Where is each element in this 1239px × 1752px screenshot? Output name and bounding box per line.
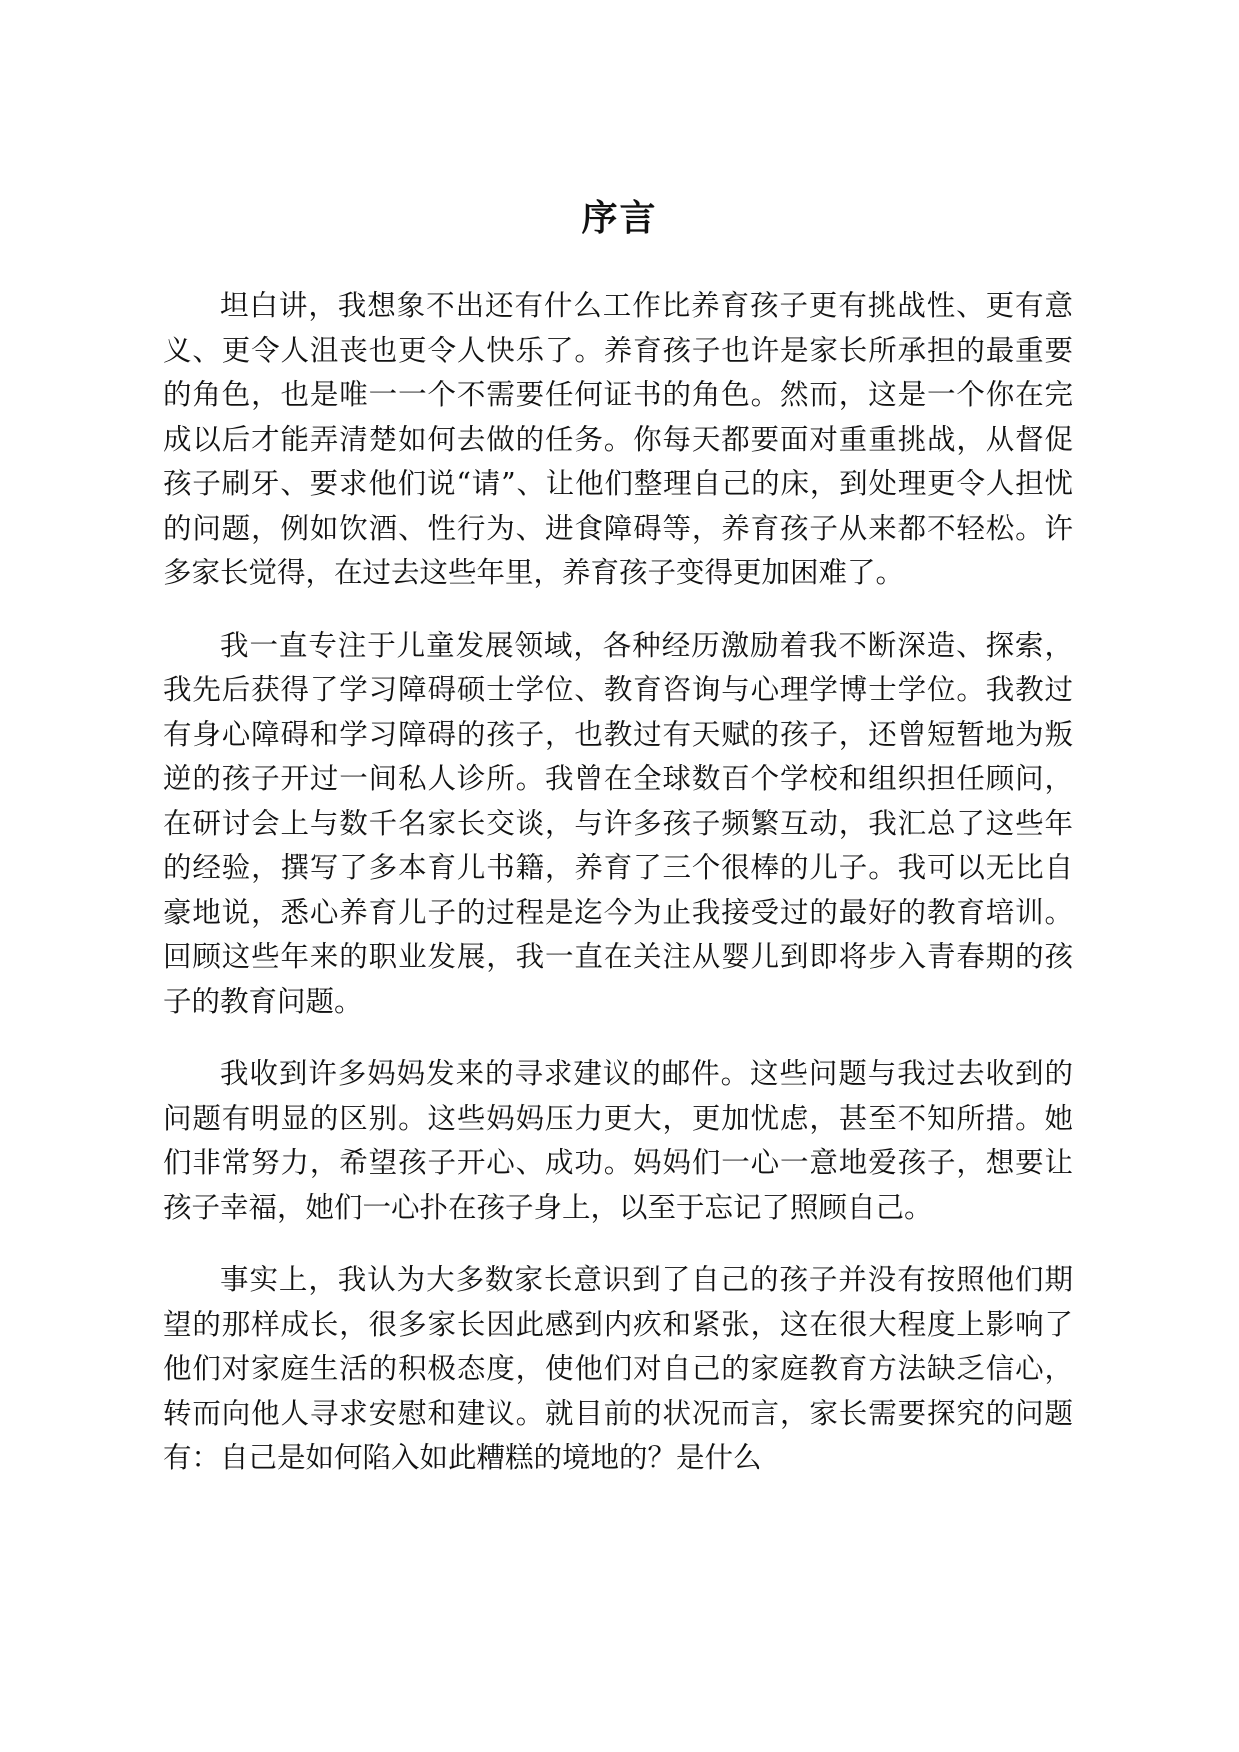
paragraph-1: 坦白讲，我想象不出还有什么工作比养育孩子更有挑战性、更有意义、更令人沮丧也更令人快乐了。养育孩子也许是家长所承担的最重要的角色，也是唯一一个不需要任何证书的角色。然而，这是一个你在完成以后才能弄清楚如何去做的任务。你每天都要面对重重挑战，从督促孩子刷牙、要求他们说“请”、让他们整理自己的床，到处理更令人担忧的问题，例如饮酒、性行为、进食障碍等，养育孩子从来都不轻松。许多家长觉得，在过去这些年里，养育孩子变得更加困难了。: [163, 289, 1073, 589]
paragraph-2: 我一直专注于儿童发展领域，各种经历激励着我不断深造、探索，我先后获得了学习障碍硕士学位、教育咨询与心理学博士学位。我教过有身心障碍和学习障碍的孩子，也教过有天赋的孩子，还曾短暂地为叛逆的孩子开过一间私人诊所。我曾在全球数百个学校和组织担任顾问，在研讨会上与数千名家长交谈，与许多孩子频繁互动，我汇总了这些年的经验，撰写了多本育儿书籍，养育了三个很棒的儿子。我可以无比自豪地说，悉心养育儿子的过程是迄今为止我接受过的最好的教育培训。回顾这些年来的职业发展，我一直在关注从婴儿到即将步入青春期的孩子的教育问题。: [163, 628, 1073, 1018]
preface-body: [163, 284, 1073, 1509]
page-title: 序言: [581, 197, 658, 239]
paragraph-3: 我收到许多妈妈发来的寻求建议的邮件。这些问题与我过去收到的问题有明显的区别。这些妈妈压力更大，更加忧虑，甚至不知所措。她们非常努力，希望孩子开心、成功。妈妈们一心一意地爱孩子，想要让孩子幸福，她们一心扑在孩子身上，以至于忘记了照顾自己。: [163, 1057, 1073, 1224]
paragraph-4: 事实上，我认为大多数家长意识到了自己的孩子并没有按照他们期望的那样成长，很多家长因此感到内疚和紧张，这在很大程度上影响了他们对家庭生活的积极态度，使他们对自己的家庭教育方法缺乏信心，转而向他人寻求安慰和建议。就目前的状况而言，家长需要探究的问题有：自己是如何陷入如此糟糕的境地的？是什么: [163, 1263, 1073, 1474]
